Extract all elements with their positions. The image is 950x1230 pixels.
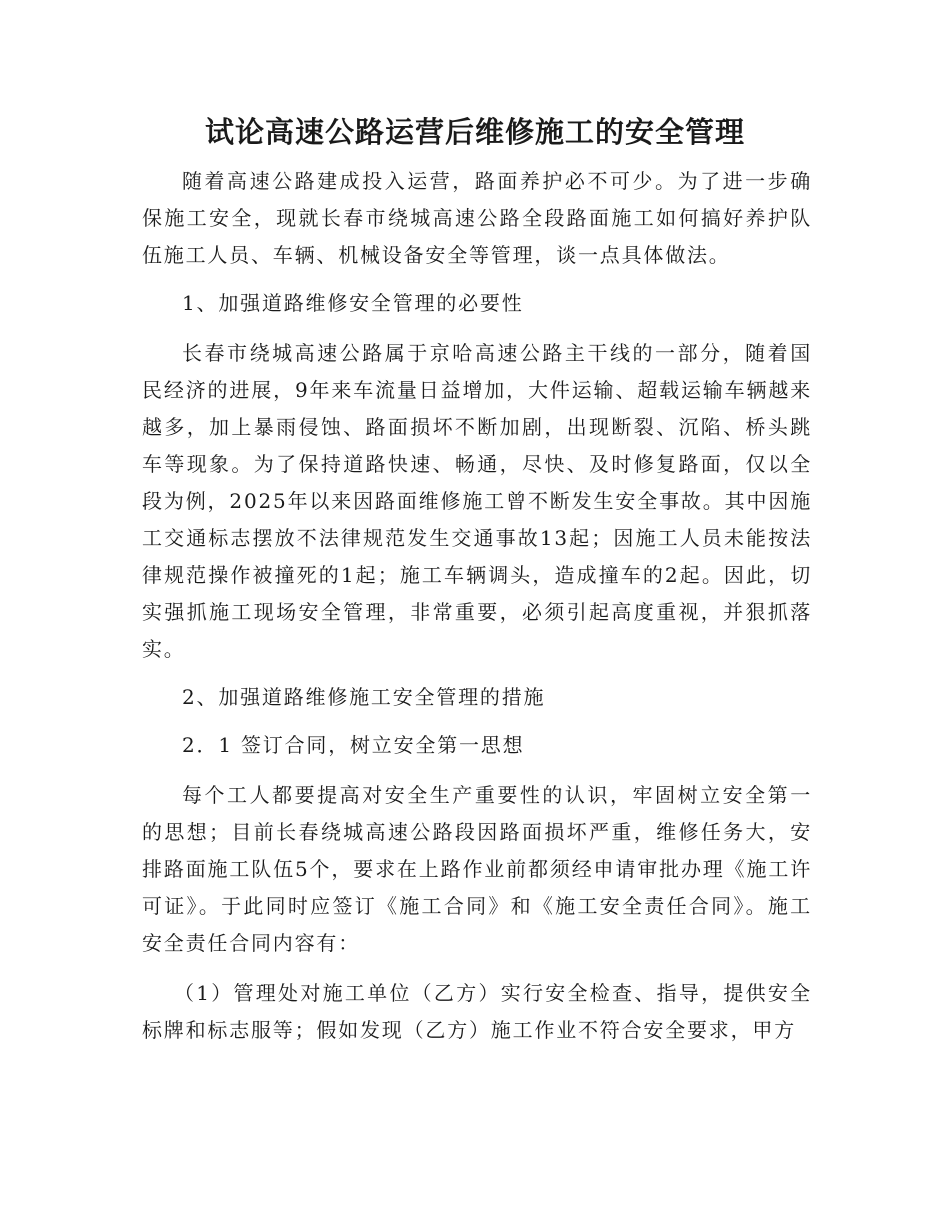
body-paragraph: 长春市绕城高速公路属于京哈高速公路主干线的一部分，随着国民经济的进展，9年来车流量日益增加，大件运输、超载运输车辆越来越多，加上暴雨侵蚀、路面损坏不断加剧，出现断裂、沉陷、桥头跳车等现象。为了保持道路快速、畅通，尽快、及时修复路面，仅以全段为例，2025年以来因路面维修施工曾不断发生安全事故。其中因施工交通标志摆放不法律规范发生交通事故13起；因施工人员未能按法律规范操作被撞死的1起；施工车辆调头，造成撞车的2起。因此，切实强抓施工现场安全管理，非常重要，必须引起高度重视，并狠抓落实。: [142, 341, 812, 661]
document-title: 试论高速公路运营后维修施工的安全管理: [204, 115, 745, 149]
list-item: （1）管理处对施工单位（乙方）实行安全检查、指导，提供安全标牌和标志服等；假如发现（乙方）施工作业不符合安全要求，甲方: [142, 981, 812, 1042]
intro-paragraph: 随着高速公路建成投入运营，路面养护必不可少。为了进一步确保施工安全，现就长春市绕城高速公路全段路面施工如何搞好养护队伍施工人员、车辆、机械设备安全等管理，谈一点具体做法。: [142, 169, 812, 267]
subsection-heading-2-1: 2．1 签订合同，树立安全第一思想: [182, 733, 525, 757]
section-heading-2: 2、加强道路维修施工安全管理的措施: [182, 685, 546, 709]
body-paragraph: 每个工人都要提高对安全生产重要性的认识，牢固树立安全第一的思想；目前长春绕城高速公路段因路面损坏严重，维修任务大，安排路面施工队伍5个，要求在上路作业前都须经申请审批办理《施工许可证》。于此同时应签订《施工合同》和《施工安全责任合同》。施工安全责任合同内容有：: [142, 783, 812, 955]
document-body: [142, 163, 812, 1049]
section-heading-1: 1、加强道路维修安全管理的必要性: [182, 291, 524, 315]
